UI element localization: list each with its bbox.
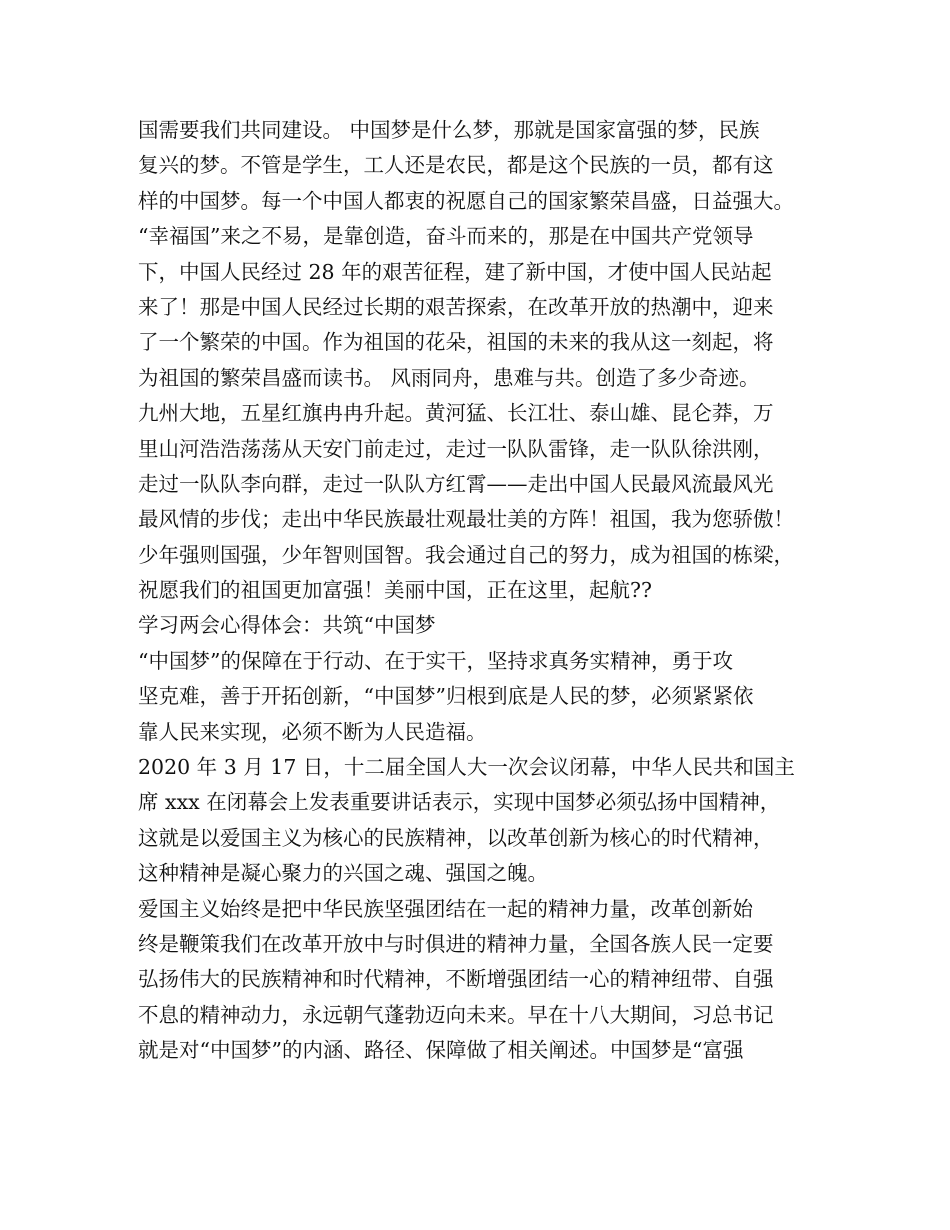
text-line: 席 xxx 在闭幕会上发表重要讲话表示，实现中国梦必须弘扬中国精神， — [138, 790, 781, 815]
text-line: 里山河浩浩荡荡从天安门前走过，走过一队队雷锋，走一队队徐洪刚， — [138, 436, 774, 461]
section-heading: 学习两会心得体会：共筑“中国梦 — [138, 613, 436, 638]
text-line: 爱国主义始终是把中华民族坚强团结在一起的精神力量，改革创新始 — [138, 896, 753, 921]
text-line: 靠人民来实现，必须不断为人民造福。 — [138, 719, 487, 744]
text-line: “幸福国”来之不易，是靠创造，奋斗而来的，那是在中国共产党领导 — [138, 224, 754, 249]
document-body — [138, 113, 838, 1069]
text-line: 弘扬伟大的民族精神和时代精神，不断增强团结一心的精神纽带、自强 — [138, 967, 774, 992]
text-line: 走过一队队李向群，走过一队队方红霄——走出中国人民最风流最风光 — [138, 471, 774, 496]
text-line: 坚克难，善于开拓创新，“中国梦”归根到底是人民的梦，必须紧紧依 — [138, 684, 754, 709]
text-line: 这就是以爱国主义为核心的民族精神，以改革创新为核心的时代精神， — [138, 825, 774, 850]
text-line: 了一个繁荣的中国。作为祖国的花朵，祖国的未来的我从这一刻起，将 — [138, 330, 774, 355]
text-line: 国需要我们共同建设。 中国梦是什么梦，那就是国家富强的梦，民族 — [138, 118, 760, 142]
text-line: 复兴的梦。不管是学生，工人还是农民，都是这个民族的一员，都有这 — [138, 153, 774, 178]
text-line: 就是对“中国梦”的内涵、路径、保障做了相关阐述。中国梦是“富强 — [138, 1038, 744, 1063]
text-line: 不息的精神动力，永远朝气蓬勃迈向未来。早在十八大期间，习总书记 — [138, 1002, 774, 1027]
text-line: 为祖国的繁荣昌盛而读书。 风雨同舟，患难与共。创造了多少奇迹。 — [138, 365, 760, 390]
text-line: 九州大地，五星红旗冉冉升起。黄河猛、长江壮、泰山雄、昆仑莽，万 — [138, 401, 774, 426]
text-line: 下，中国人民经过 28 年的艰苦征程，建了新中国，才使中国人民站起 — [138, 259, 772, 284]
text-line: 少年强则国强，少年智则国智。我会通过自己的努力，成为祖国的栋梁， — [138, 542, 794, 567]
text-line: 最风情的步伐；走出中华民族最壮观最壮美的方阵！祖国，我为您骄傲！ — [138, 507, 794, 532]
text-line: 2020 年 3 月 17 日，十二届全国人大一次会议闭幕，中华人民共和国主 — [138, 755, 795, 780]
text-line: “中国梦”的保障在于行动、在于实干，坚持求真务实精神，勇于攻 — [138, 648, 733, 673]
text-line: 终是鞭策我们在改革开放中与时俱进的精神力量，全国各族人民一定要 — [138, 931, 774, 956]
text-line: 这种精神是凝心聚力的兴国之魂、强国之魄。 — [138, 861, 548, 886]
text-line: 样的中国梦。每一个中国人都衷的祝愿自己的国家繁荣昌盛，日益强大。 — [138, 188, 794, 213]
text-line: 祝愿我们的祖国更加富强！美丽中国，正在这里，起航?? — [138, 578, 652, 603]
text-line: 来了！那是中国人民经过长期的艰苦探索，在改革开放的热潮中，迎来 — [138, 294, 774, 319]
